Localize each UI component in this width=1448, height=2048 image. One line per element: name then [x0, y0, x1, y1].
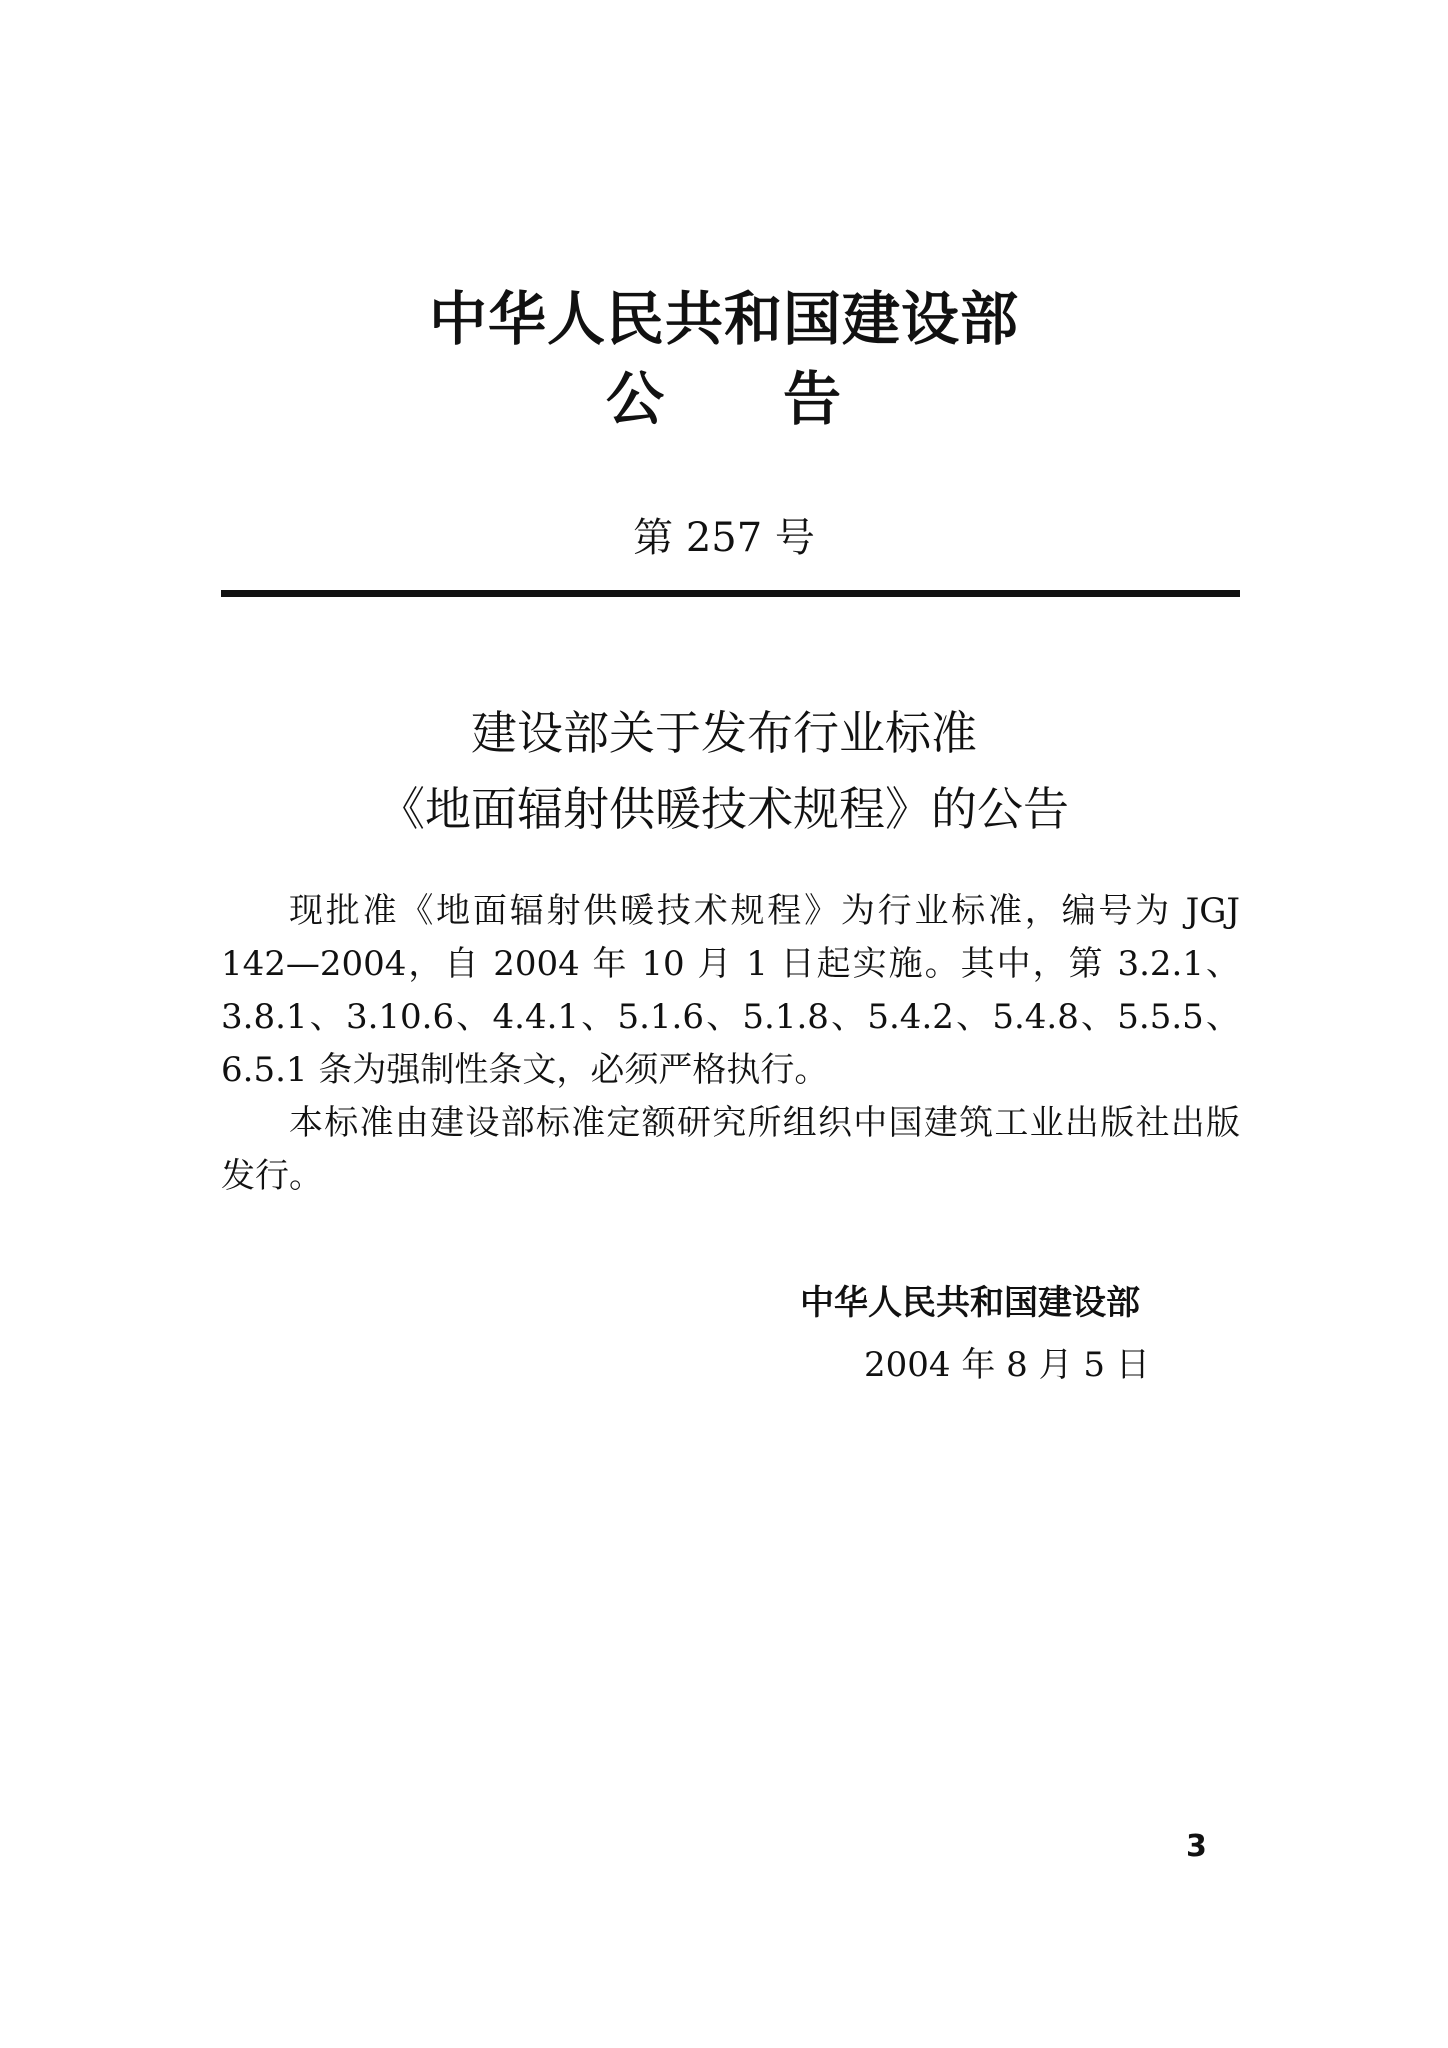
subject-heading — [0, 695, 1448, 847]
subject-line-1: 建设部关于发布行业标准 — [471, 706, 977, 760]
body-paragraph-1: 现批准《地面辐射供暖技术规程》为行业标准，编号为 JGJ 142—2004，自 2004 年 10 月 1 日起实施。其中，第 3.2.1、3.8.1、3.10.6、4.4.1、5.1.6、5.1.8、5.4.2、5.4.8、5.5.5、6.5.1 条为强制性条文，必须严格执行。 — [221, 891, 1240, 1090]
subject-line-2: 《地面辐射供暖技术规程》的公告 — [379, 782, 1069, 836]
body-paragraph-2: 本标准由建设部标准定额研究所组织中国建筑工业出版社出版发行。 — [221, 1103, 1240, 1196]
signature-block — [800, 1272, 1150, 1396]
signature-date: 2004 年 8 月 5 日 — [864, 1345, 1150, 1385]
body-text — [221, 885, 1240, 1203]
page-number: 3 — [1186, 1829, 1207, 1864]
divider-rule — [221, 590, 1240, 597]
header-title: 公 告 — [605, 365, 842, 433]
signature-organization: 中华人民共和国建设部 — [800, 1283, 1140, 1323]
notice-number: 第 257 号 — [633, 515, 815, 561]
header-organization: 中华人民共和国建设部 — [428, 285, 1019, 353]
